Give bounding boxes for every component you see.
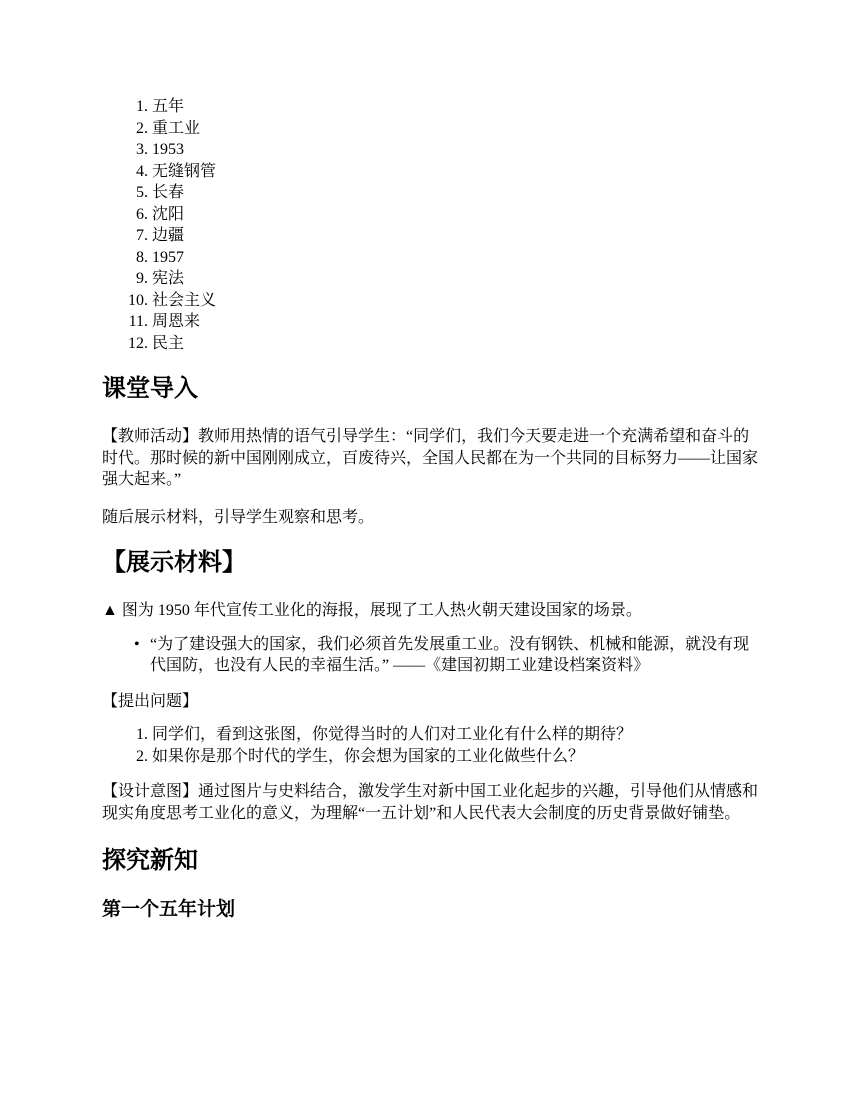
answer-item <box>102 96 762 118</box>
quote-text: “为了建设强大的国家，我们必须首先发展重工业。没有钢铁、机械和能源，就没有现代国防，也没有人民的幸福生活。” ——《建国初期工业建设档案资料》 <box>150 635 750 674</box>
answer-number: 9. <box>136 270 148 287</box>
answer-number: 11. <box>128 313 148 330</box>
answer-text: 长春 <box>152 184 185 201</box>
section-heading-explore: 探究新知 <box>102 848 198 874</box>
answer-number: 1. <box>136 98 148 115</box>
answer-number: 5. <box>136 184 148 201</box>
subsection-heading-five-year-plan: 第一个五年计划 <box>102 899 236 920</box>
answer-item <box>102 161 762 183</box>
quote-item <box>102 634 760 677</box>
answer-text: 五年 <box>152 98 185 115</box>
answer-text: 沈阳 <box>152 205 185 223</box>
question-number: 2. <box>136 747 148 765</box>
answer-item <box>102 311 762 333</box>
question-item <box>102 724 762 746</box>
teacher-activity-paragraph: 【教师活动】教师用热情的语气引导学生：“同学们，我们今天要走进一个充满希望和奋斗的时代。那时候的新中国刚刚成立，百废待兴，全国人民都在为一个共同的目标努力——让国家强大起来。” <box>102 428 759 488</box>
answer-number: 4. <box>136 162 148 180</box>
answer-item <box>102 225 762 247</box>
design-intent-paragraph: 【设计意图】通过图片与史料结合，激发学生对新中国工业化起步的兴趣，引导他们从情感和现实角度思考工业化的意义，为理解“一五计划”和人民代表大会制度的历史背景做好铺垫。 <box>102 783 759 822</box>
answer-item <box>102 182 762 204</box>
question-list <box>102 724 762 767</box>
answer-text: 1953 <box>152 141 184 158</box>
answer-item <box>102 204 762 226</box>
answer-item <box>102 290 762 312</box>
answer-text: 重工业 <box>152 119 201 137</box>
question-label: 【提出问题】 <box>102 692 199 710</box>
answer-text: 民主 <box>152 334 185 352</box>
answer-number: 12. <box>128 334 148 352</box>
answer-item <box>102 139 762 161</box>
quote-list <box>102 634 762 677</box>
answer-item <box>102 118 762 140</box>
image-caption: ▲ 图为 1950 年代宣传工业化的海报，展现了工人热火朝天建设国家的场景。 <box>102 602 642 619</box>
question-text: 如果你是那个时代的学生，你会想为国家的工业化做些什么？ <box>152 747 585 765</box>
answer-item <box>102 247 762 269</box>
answer-text: 周恩来 <box>152 313 201 330</box>
answer-number: 10. <box>128 291 148 309</box>
question-text: 同学们，看到这张图，你觉得当时的人们对工业化有什么样的期待？ <box>152 726 633 743</box>
answer-text: 1957 <box>152 248 184 266</box>
question-number: 1. <box>136 726 148 743</box>
section-heading-material: 【展示材料】 <box>102 550 246 576</box>
answer-number: 8. <box>136 248 148 266</box>
answer-number: 6. <box>136 205 148 223</box>
document-page <box>102 96 762 922</box>
answer-text: 社会主义 <box>152 291 217 309</box>
answer-text: 无缝钢管 <box>152 162 217 180</box>
answer-number: 3. <box>136 141 148 158</box>
answer-list <box>102 96 762 354</box>
answer-number: 7. <box>136 227 148 244</box>
answer-text: 边疆 <box>152 227 185 244</box>
follow-up-paragraph: 随后展示材料，引导学生观察和思考。 <box>102 508 375 526</box>
answer-text: 宪法 <box>152 270 185 287</box>
answer-item <box>102 333 762 355</box>
bullet-icon: • <box>134 635 140 653</box>
question-item <box>102 746 762 768</box>
answer-number: 2. <box>136 119 148 137</box>
answer-item <box>102 268 762 290</box>
section-heading-intro: 课堂导入 <box>102 376 198 402</box>
